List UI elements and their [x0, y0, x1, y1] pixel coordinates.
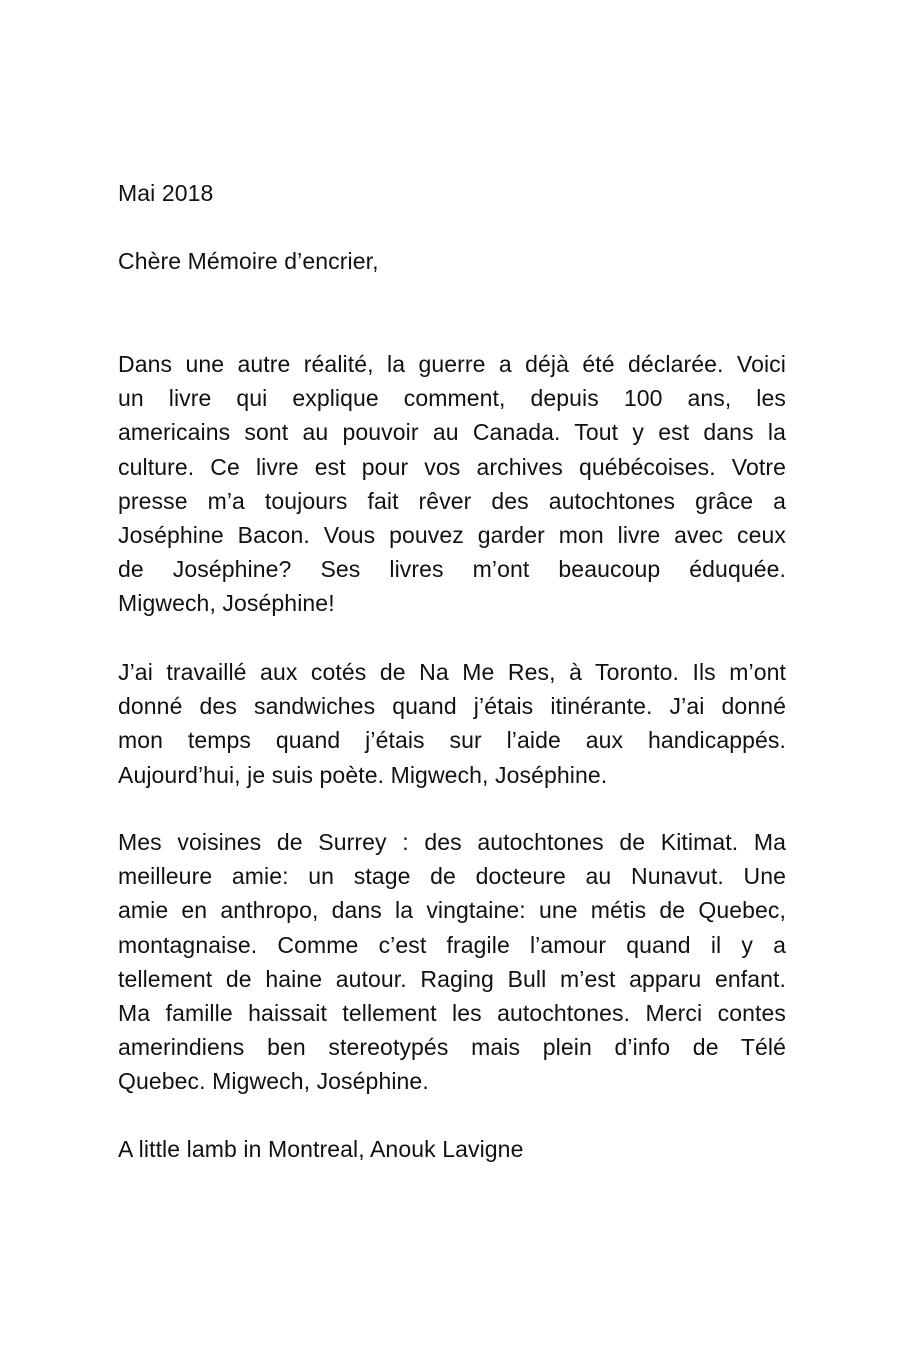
- paragraph-line: de Joséphine? Ses livres m’ont beaucoup éduquée.: [118, 556, 786, 583]
- letter-signature: A little lamb in Montreal, Anouk Lavigne: [118, 1136, 524, 1162]
- paragraph-line: Ma famille haissait tellement les autochtones. Merci contes: [118, 1000, 786, 1027]
- paragraph-line: Quebec. Migwech, Joséphine.: [118, 1068, 429, 1095]
- paragraph-line: americains sont au pouvoir au Canada. Tout y est dans la: [118, 419, 786, 446]
- paragraph-line: meilleure amie: un stage de docteure au Nunavut. Une: [118, 863, 786, 890]
- paragraph-line: presse m’a toujours fait rêver des autochtones grâce a: [118, 487, 786, 514]
- paragraph-line: J’ai travaillé aux cotés de Na Me Res, à Toronto. Ils m’ont: [118, 659, 786, 685]
- paragraph-line: tellement de haine autour. Raging Bull m’est apparu enfant.: [118, 965, 786, 992]
- paragraph-line: Joséphine Bacon. Vous pouvez garder mon livre avec ceux: [118, 522, 786, 549]
- paragraph-3: [118, 825, 786, 1099]
- paragraph-line: montagnaise. Comme c’est fragile l’amour quand il y a: [118, 931, 786, 958]
- paragraph-line: Migwech, Joséphine!: [118, 590, 335, 617]
- paragraph-line: culture. Ce livre est pour vos archives québécoises. Votre: [118, 453, 786, 480]
- paragraph-line: Aujourd’hui, je suis poète. Migwech, Joséphine.: [118, 761, 608, 788]
- paragraph-line: Mes voisines de Surrey : des autochtones de Kitimat. Ma: [118, 829, 786, 855]
- paragraph-line: donné des sandwiches quand j’étais itinérante. J’ai donné: [118, 693, 786, 720]
- paragraph-line: mon temps quand j’étais sur l’aide aux handicappés.: [118, 727, 786, 754]
- paragraph-1: [118, 347, 786, 621]
- paragraph-2: [118, 655, 786, 792]
- letter-date: Mai 2018: [118, 180, 214, 206]
- paragraph-line: amie en anthropo, dans la vingtaine: une métis de Quebec,: [118, 897, 786, 924]
- letter-salutation: Chère Mémoire d’encrier,: [118, 248, 379, 274]
- paragraph-line: amerindiens ben stereotypés mais plein d’info de Télé: [118, 1034, 786, 1061]
- paragraph-line: un livre qui explique comment, depuis 100 ans, les: [118, 385, 786, 412]
- paragraph-line: Dans une autre réalité, la guerre a déjà été déclarée. Voici: [118, 351, 786, 377]
